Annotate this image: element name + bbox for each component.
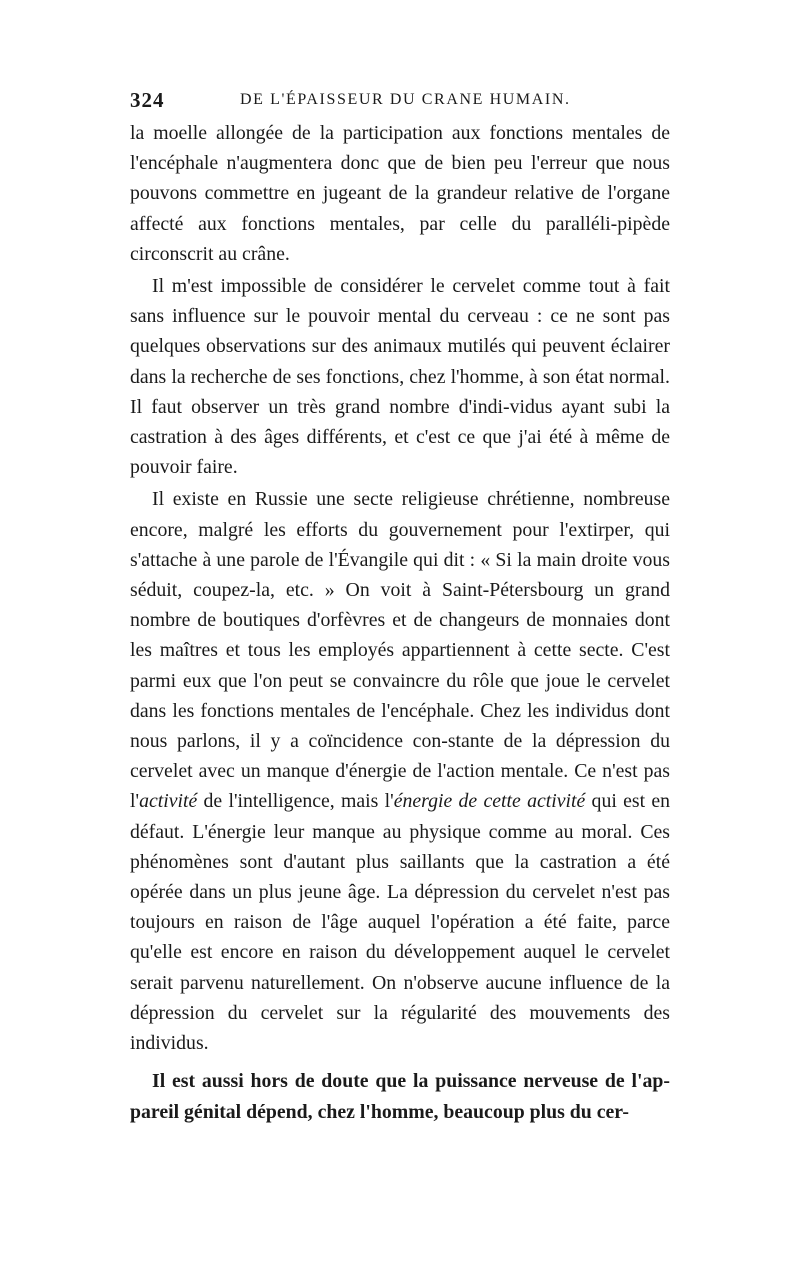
paragraph-4: Il est aussi hors de doute que la puissance nerveuse de l'ap-pareil génital dépend, chez l'homme, beaucoup plus du cer- xyxy=(130,1070,670,1123)
paragraph-3-text-a: Il existe en Russie une secte religieuse chrétienne, nombreuse encore, malgré les efforts du gouvernement pour l'extirper, qui s'attache à une parole de l'Évangile qui dit : « Si la main droite vous séduit, coupez-la, etc. » On voit à Saint-Pétersbourg un grand nombre de boutiques d'orfèvres et de changeurs de monnaies dont les maîtres et tous les employés appartiennent à cette secte. C'est parmi eux que l'on peut se convaincre du rôle que joue le cervelet dans les fonctions mentales de l'encéphale. Chez les individus dont nous parlons, il y a coïncidence con-stante de la dépression du cervelet avec un manque d'énergie de l'action mentale. Ce n'est pas l' xyxy=(130,488,670,813)
italic-energie: énergie de cette activité xyxy=(393,790,586,813)
italic-activite: activité xyxy=(139,790,198,813)
paragraph-3-text-b: de l'intelligence, mais l' xyxy=(197,790,394,813)
paragraph-3-text-c: qui est en défaut. L'énergie leur manque au physique comme au moral. Ces phénomènes sont d'autant plus saillants que la castration a été opérée dans un plus jeune âge. La dépression du cervelet n'est pas toujours en raison de l'âge auquel l'opération a été faite, parce qu'elle est encore en raison du développement auquel le cervelet serait parvenu naturellement. On n'observe aucune influence de la dépression du cervelet sur la régularité des mouvements des individus. xyxy=(130,790,671,1055)
body-text xyxy=(130,118,670,1127)
running-head xyxy=(130,88,670,118)
paragraph-2: Il m'est impossible de considérer le cervelet comme tout à fait sans influence sur le pouvoir mental du cerveau : ce ne sont pas quelques observations sur des animaux mutilés qui peuvent éclairer dans la recherche de ses fonctions, chez l'homme, à son état normal. Il faut observer un très grand nombre d'indi-vidus ayant subi la castration à des âges différents, et c'est ce que j'ai été à même de pouvoir faire. xyxy=(130,275,670,479)
paragraph-3 xyxy=(130,484,670,1058)
paragraph-1: la moelle allongée de la participation aux fonctions mentales de l'encéphale n'augmentera donc que de bien peu l'erreur que nous pouvons commettre en jugeant de la grandeur relative de l'organe affecté aux fonctions mentales, par celle du paralléli-pipède circonscrit au crâne. xyxy=(130,122,670,265)
running-title: DE L'ÉPAISSEUR DU CRANE HUMAIN. xyxy=(240,91,571,108)
page-number: 324 xyxy=(130,88,165,112)
